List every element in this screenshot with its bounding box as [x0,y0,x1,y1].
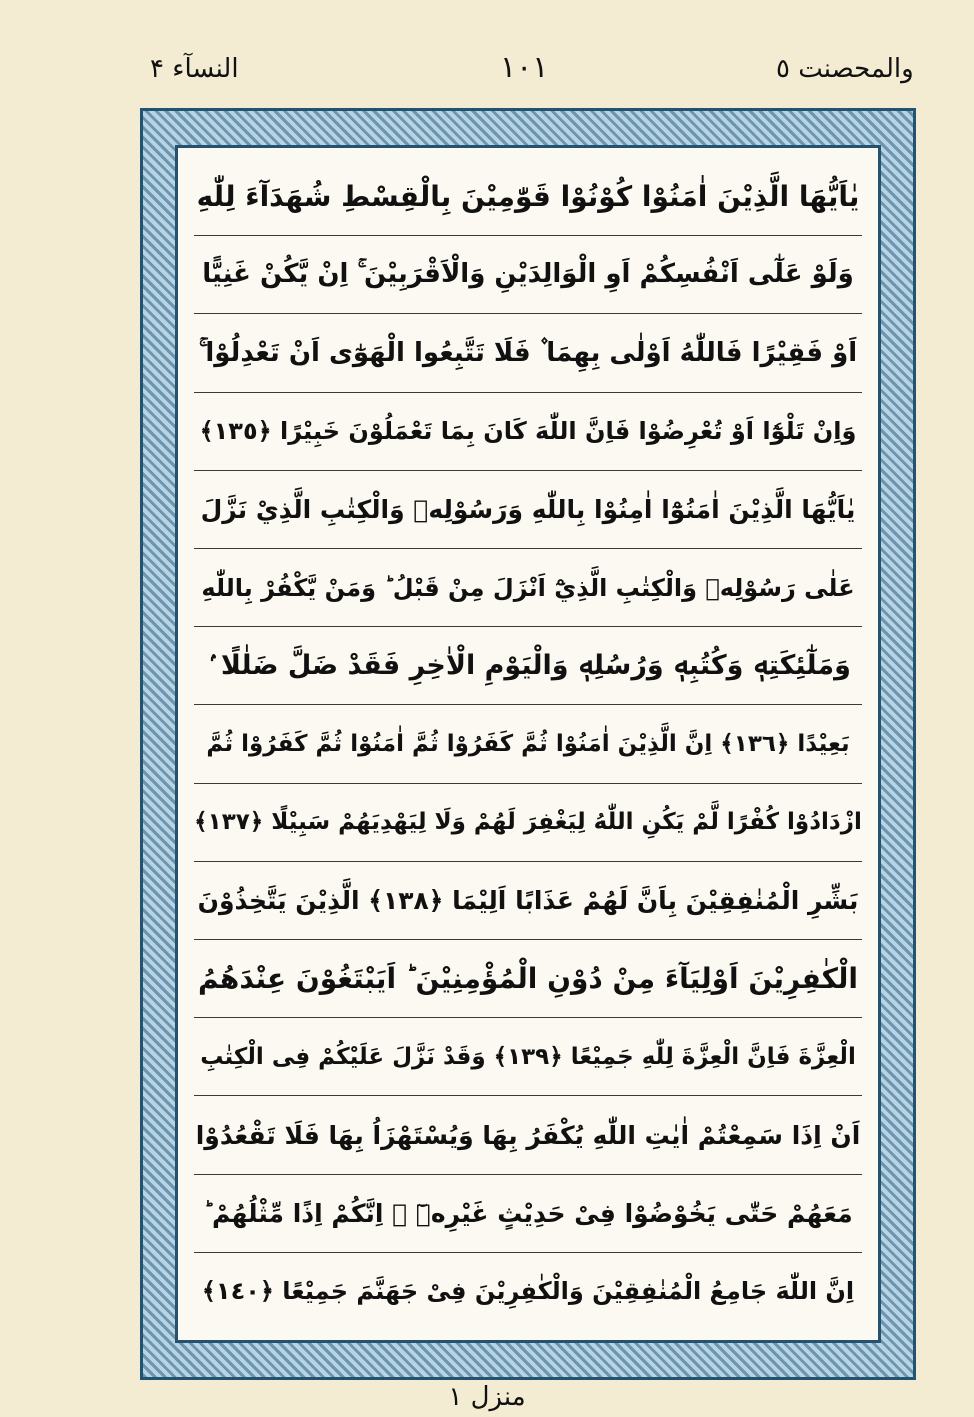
verse-line-14: مَعَهُمْ حَتّٰى يَخُوْضُوْا فِىْ حَدِيْثٍ غَيْرِهٖٓ ۖ اِنَّكُمْ اِذًا مِّثْلُهُمْ ؕ [194,1175,862,1253]
verse-line-1: يٰاَيُّهَا الَّذِيْنَ اٰمَنُوْا كُوْنُوْا قَوّٰمِيْنَ بِالْقِسْطِ شُهَدَآءَ لِلّٰهِ [194,158,862,236]
verse-line-4: وَاِنْ تَلْوٗٓا اَوْ تُعْرِضُوْا فَاِنَّ اللّٰهَ كَانَ بِمَا تَعْمَلُوْنَ خَبِيْرًا ﴿١٣٥﴾ [194,393,862,471]
verse-line-6: عَلٰى رَسُوْلِهٖ وَالْكِتٰبِ الَّذِيْٓ اَنْزَلَ مِنْ قَبْلُ ؕ وَمَنْ يَّكْفُرْ بِاللّٰهِ [194,549,862,627]
verse-line-15: اِنَّ اللّٰهَ جَامِعُ الْمُنٰفِقِيْنَ وَالْكٰفِرِيْنَ فِىْ جَهَنَّمَ جَمِيْعًا ﴿١٤٠﴾ [201,1277,855,1306]
verse-line-7: وَمَلٰٓئِكَتِهٖ وَكُتُبِهٖ وَرُسُلِهٖ وَالْيَوْمِ الْاٰخِرِ فَقَدْ ضَلَّ ضَلٰلًا ۢ [194,627,862,705]
surah-name: النسآء ۴ [150,54,239,84]
page-header [0,0,974,110]
juz-name: والمحصنت ٥ [776,54,914,84]
verse-line-9: ازْدَادُوْا كُفْرًا لَّمْ يَكُنِ اللّٰهُ لِيَغْفِرَ لَهُمْ وَلَا لِيَهْدِيَهُمْ سَبِيْلًا ﴿١٣٧﴾ [194,784,862,862]
text-panel [175,145,881,1343]
manzil-label: منزل ١ [448,1382,526,1412]
verse-line-13: اَنْ اِذَا سَمِعْتُمْ اٰيٰتِ اللّٰهِ يُكْفَرُ بِهَا وَيُسْتَهْزَاُ بِهَا فَلَا تَقْعُدُوْا [194,1096,862,1174]
verse-line-10: بَشِّرِ الْمُنٰفِقِيْنَ بِاَنَّ لَهُمْ عَذَابًا اَلِيْمَا ﴿١٣٨﴾ الَّذِيْنَ يَتَّخِذُوْنَ [194,862,862,940]
verse-line-11: الْكٰفِرِيْنَ اَوْلِيَآءَ مِنْ دُوْنِ الْمُؤْمِنِيْنَ ؕ اَيَبْتَغُوْنَ عِنْدَهُمُ [194,940,862,1018]
ornamental-border [140,108,916,1380]
verse-line-2: وَلَوْ عَلٰٓى اَنْفُسِكُمْ اَوِ الْوَالِدَيْنِ وَالْاَقْرَبِيْنَ ۚ اِنْ يَّكُنْ غَنِيًّا [194,236,862,314]
verse-line-3: اَوْ فَقِيْرًا فَاللّٰهُ اَوْلٰى بِهِمَا ۫ فَلَا تَتَّبِعُوا الْهَوٰٓى اَنْ تَعْدِلُوْا ۚ [194,314,862,392]
verse-line-5: يٰاَيُّهَا الَّذِيْنَ اٰمَنُوْٓا اٰمِنُوْا بِاللّٰهِ وَرَسُوْلِهٖ وَالْكِتٰبِ الَّذِيْ نَزَّلَ [194,471,862,549]
verse-lines [194,158,862,1330]
page-footer [0,1380,974,1417]
verse-line-12: الْعِزَّةَ فَاِنَّ الْعِزَّةَ لِلّٰهِ جَمِيْعًا ﴿١٣٩﴾ وَقَدْ نَزَّلَ عَلَيْكُمْ فِى الْكِتٰبِ [194,1018,862,1096]
page-number: ١٠١ [500,50,549,85]
verse-line-8: بَعِيْدًا ﴿١٣٦﴾ اِنَّ الَّذِيْنَ اٰمَنُوْا ثُمَّ كَفَرُوْا ثُمَّ اٰمَنُوْا ثُمَّ كَفَرُوْا ثُمَّ [194,705,862,783]
